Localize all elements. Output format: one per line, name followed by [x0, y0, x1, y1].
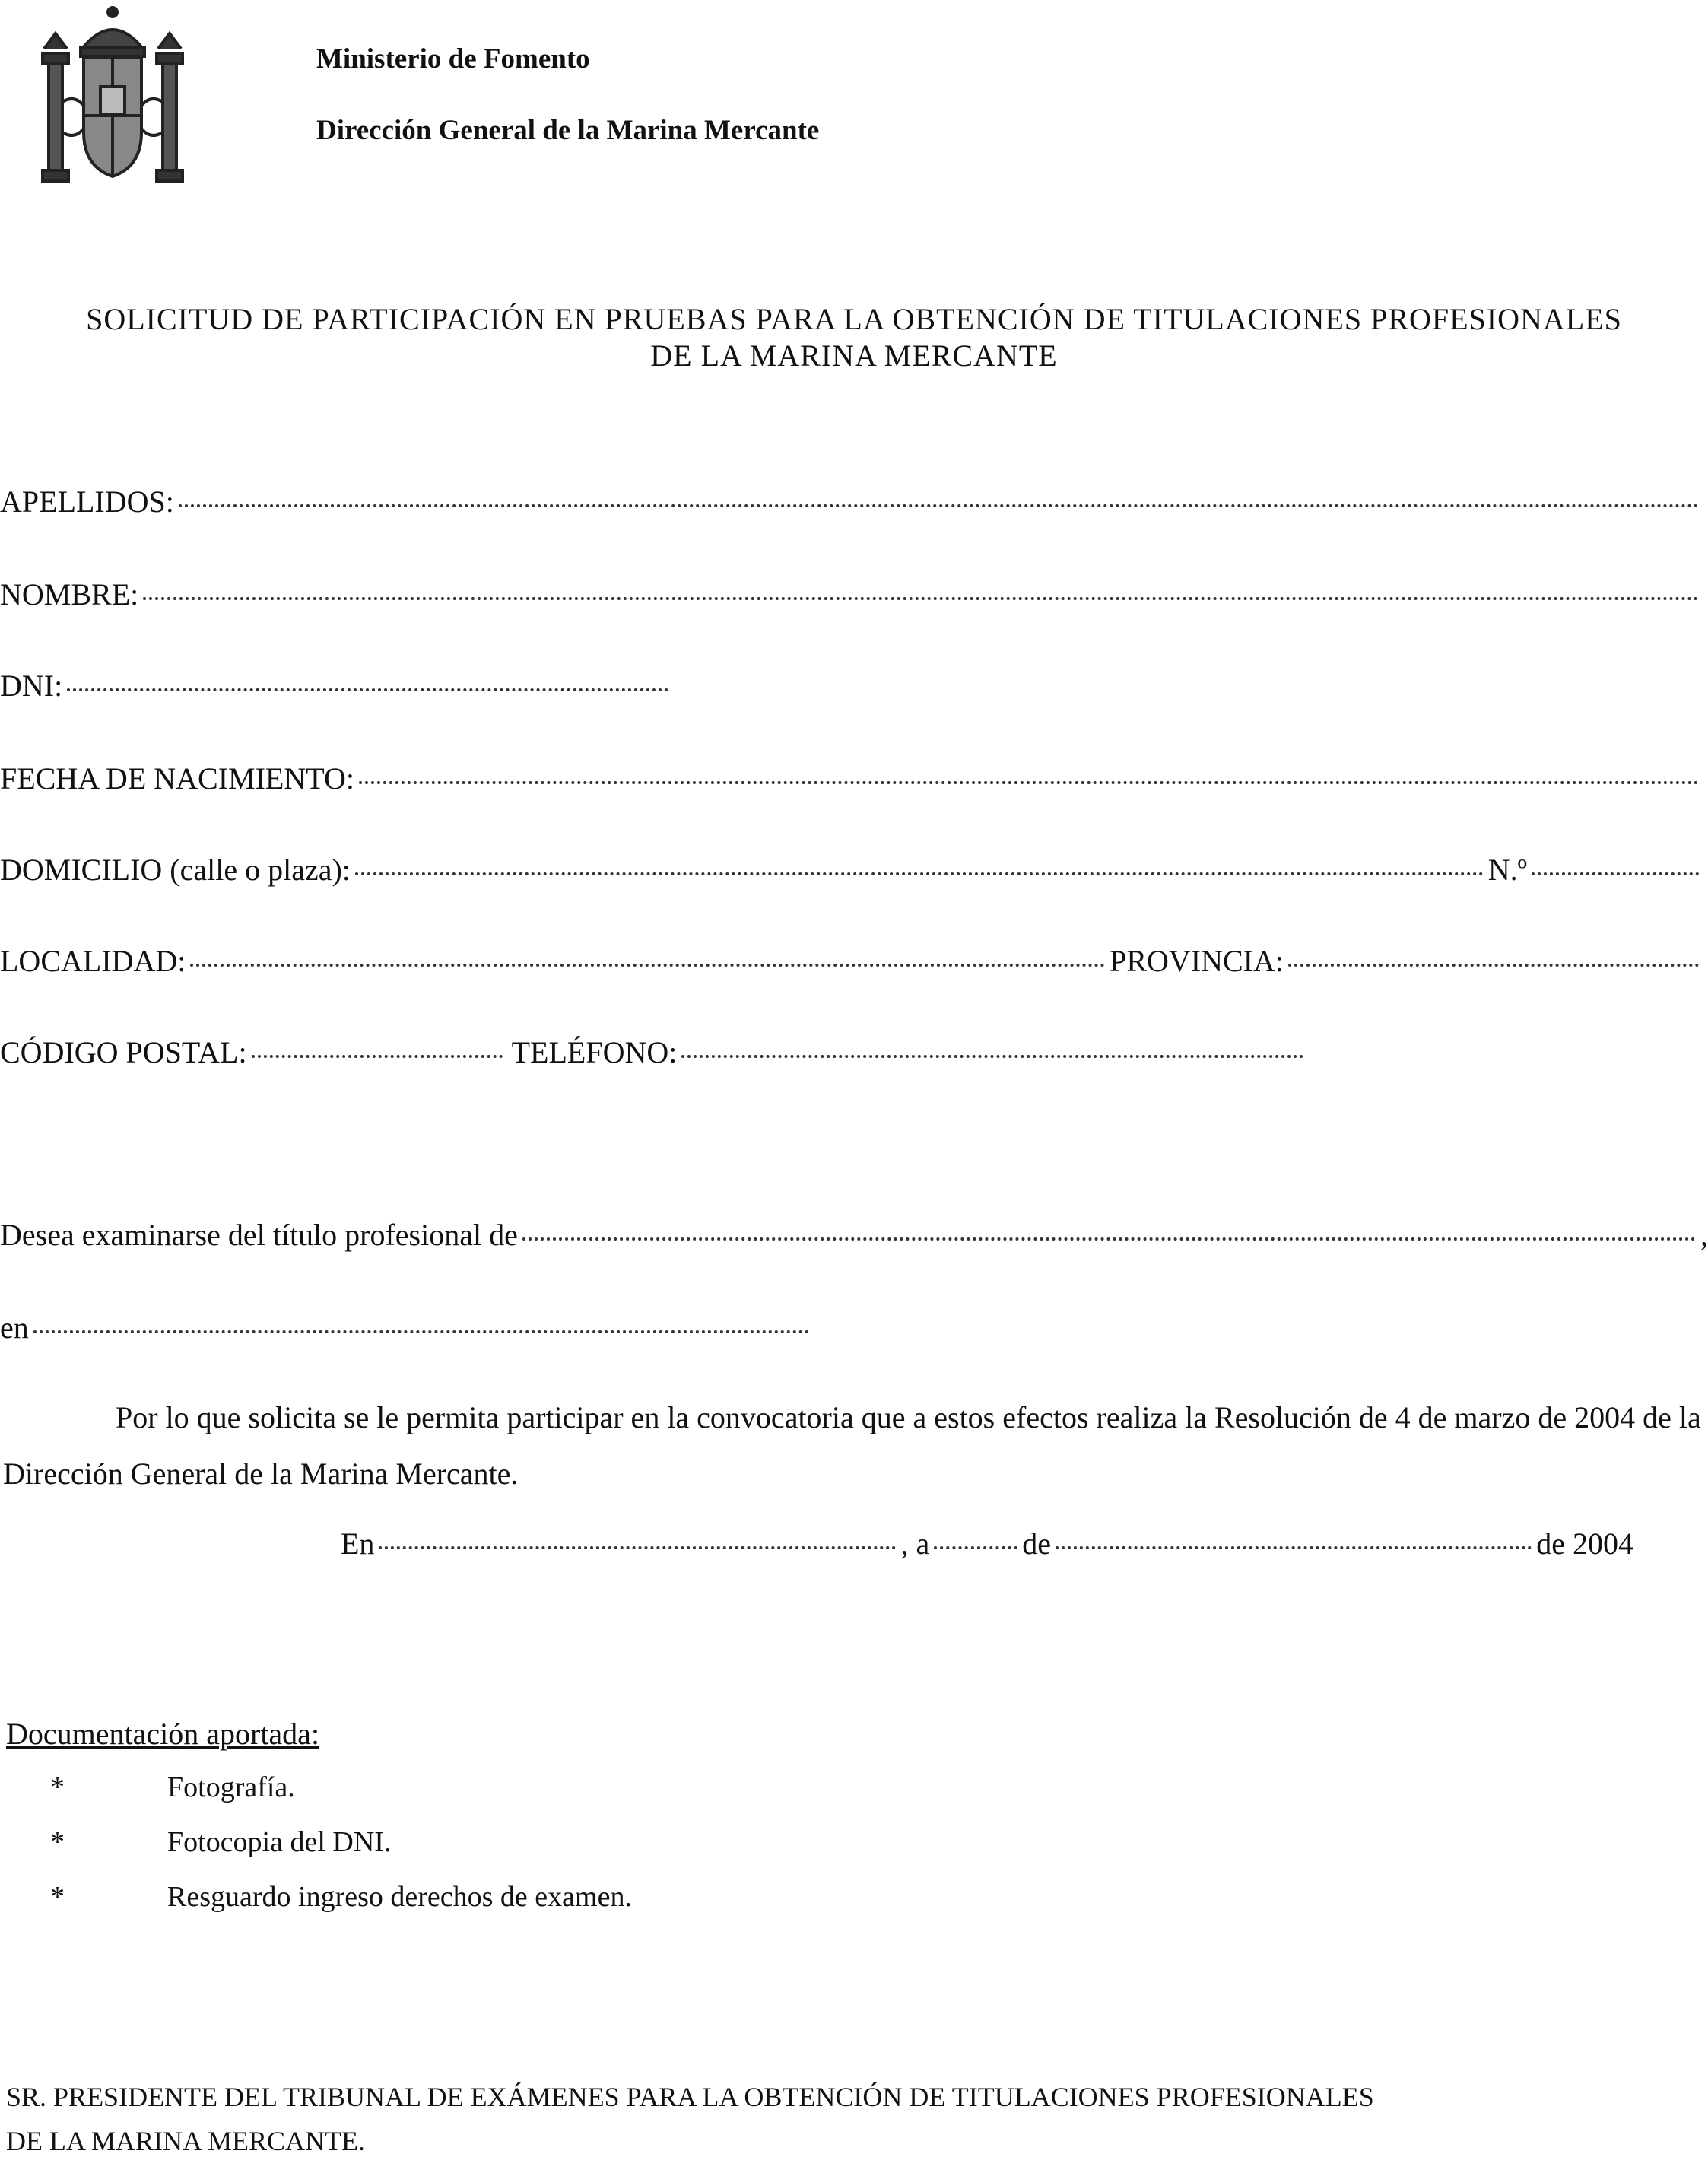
- titulo-comma: ,: [1700, 1218, 1708, 1252]
- numero-label: N.º: [1487, 853, 1527, 887]
- codigo-postal-field[interactable]: [0, 1034, 1308, 1070]
- nombre-field[interactable]: [0, 577, 1703, 612]
- date-en-label: En: [341, 1526, 375, 1561]
- titulo-field[interactable]: [0, 1217, 1708, 1253]
- dni-dotted-line: [67, 688, 668, 691]
- documentation-item: [0, 1880, 632, 1914]
- localidad-label: LOCALIDAD:: [0, 944, 186, 978]
- fecha-nacimiento-label: FECHA DE NACIMIENTO:: [0, 761, 354, 796]
- fecha-nacimiento-field[interactable]: [0, 761, 1703, 796]
- en-label: en: [0, 1310, 29, 1345]
- request-paragraph-line2: Dirección General de la Marina Mercante.: [3, 1457, 519, 1491]
- date-line[interactable]: [341, 1526, 1633, 1561]
- form-title-line2: DE LA MARINA MERCANTE: [650, 338, 1058, 373]
- directorate-name: Dirección General de la Marina Mercante: [316, 115, 820, 146]
- titulo-dotted-line: [522, 1237, 1696, 1241]
- ministry-name: Ministerio de Fomento: [316, 43, 590, 75]
- documentation-item-text: Fotocopia del DNI.: [167, 1826, 392, 1858]
- date-place-dotted-line: [379, 1546, 896, 1549]
- provincia-dotted-line: [1288, 964, 1699, 967]
- apellidos-label: APELLIDOS:: [0, 484, 174, 519]
- telefono-label: TELÉFONO:: [511, 1035, 678, 1069]
- documentation-title: Documentación aportada:: [6, 1717, 320, 1751]
- bullet-asterisk: *: [50, 1771, 65, 1803]
- addressee-line1: SR. PRESIDENTE DEL TRIBUNAL DE EXÁMENES PARA LA OBTENCIÓN DE TITULACIONES PROFESIONALES: [6, 2082, 1374, 2112]
- bullet-asterisk: *: [50, 1881, 65, 1913]
- apellidos-field[interactable]: [0, 484, 1703, 519]
- en-dotted-line: [33, 1330, 809, 1333]
- dni-label: DNI:: [0, 669, 63, 703]
- domicilio-field[interactable]: [0, 852, 1703, 888]
- date-year-label: de 2004: [1536, 1526, 1633, 1561]
- nombre-label: NOMBRE:: [0, 577, 139, 612]
- domicilio-dotted-line: [355, 872, 1484, 875]
- dni-field[interactable]: [0, 668, 673, 704]
- telefono-dotted-line: [681, 1055, 1303, 1058]
- bullet-asterisk: *: [50, 1826, 65, 1858]
- apellidos-dotted-line: [179, 504, 1699, 507]
- form-title-line1: SOLICITUD DE PARTICIPACIÓN EN PRUEBAS PARA LA OBTENCIÓN DE TITULACIONES PROFESIONALES: [86, 302, 1622, 336]
- codigo-postal-label: CÓDIGO POSTAL:: [0, 1035, 247, 1069]
- documentation-item-text: Resguardo ingreso derechos de examen.: [167, 1881, 632, 1913]
- fecha-nacimiento-dotted-line: [359, 781, 1699, 784]
- documentation-item-text: Fotografía.: [167, 1771, 295, 1803]
- date-de-label: de: [1022, 1526, 1051, 1561]
- coat-of-arms-emblem: [21, 3, 204, 186]
- en-field[interactable]: [0, 1310, 814, 1345]
- date-day-dotted-line: [934, 1546, 1017, 1549]
- localidad-field[interactable]: [0, 943, 1703, 979]
- addressee-line2: DE LA MARINA MERCANTE.: [6, 2126, 366, 2156]
- date-a-label: , a: [900, 1526, 930, 1561]
- codigo-postal-dotted-line: [252, 1055, 503, 1058]
- request-paragraph-line1: Por lo que solicita se le permita participar en la convocatoria que a estos efectos realiza la Resolución de 4 de marzo de 2004 de la: [116, 1400, 1701, 1434]
- nombre-dotted-line: [143, 597, 1699, 600]
- documentation-item: [0, 1771, 295, 1804]
- numero-dotted-line: [1532, 872, 1699, 875]
- domicilio-label: DOMICILIO (calle o plaza):: [0, 853, 351, 887]
- date-month-dotted-line: [1056, 1546, 1532, 1549]
- provincia-label: PROVINCIA:: [1110, 944, 1284, 978]
- documentation-item: [0, 1825, 391, 1859]
- titulo-label: Desea examinarse del título profesional de: [0, 1218, 518, 1252]
- localidad-dotted-line: [190, 964, 1105, 967]
